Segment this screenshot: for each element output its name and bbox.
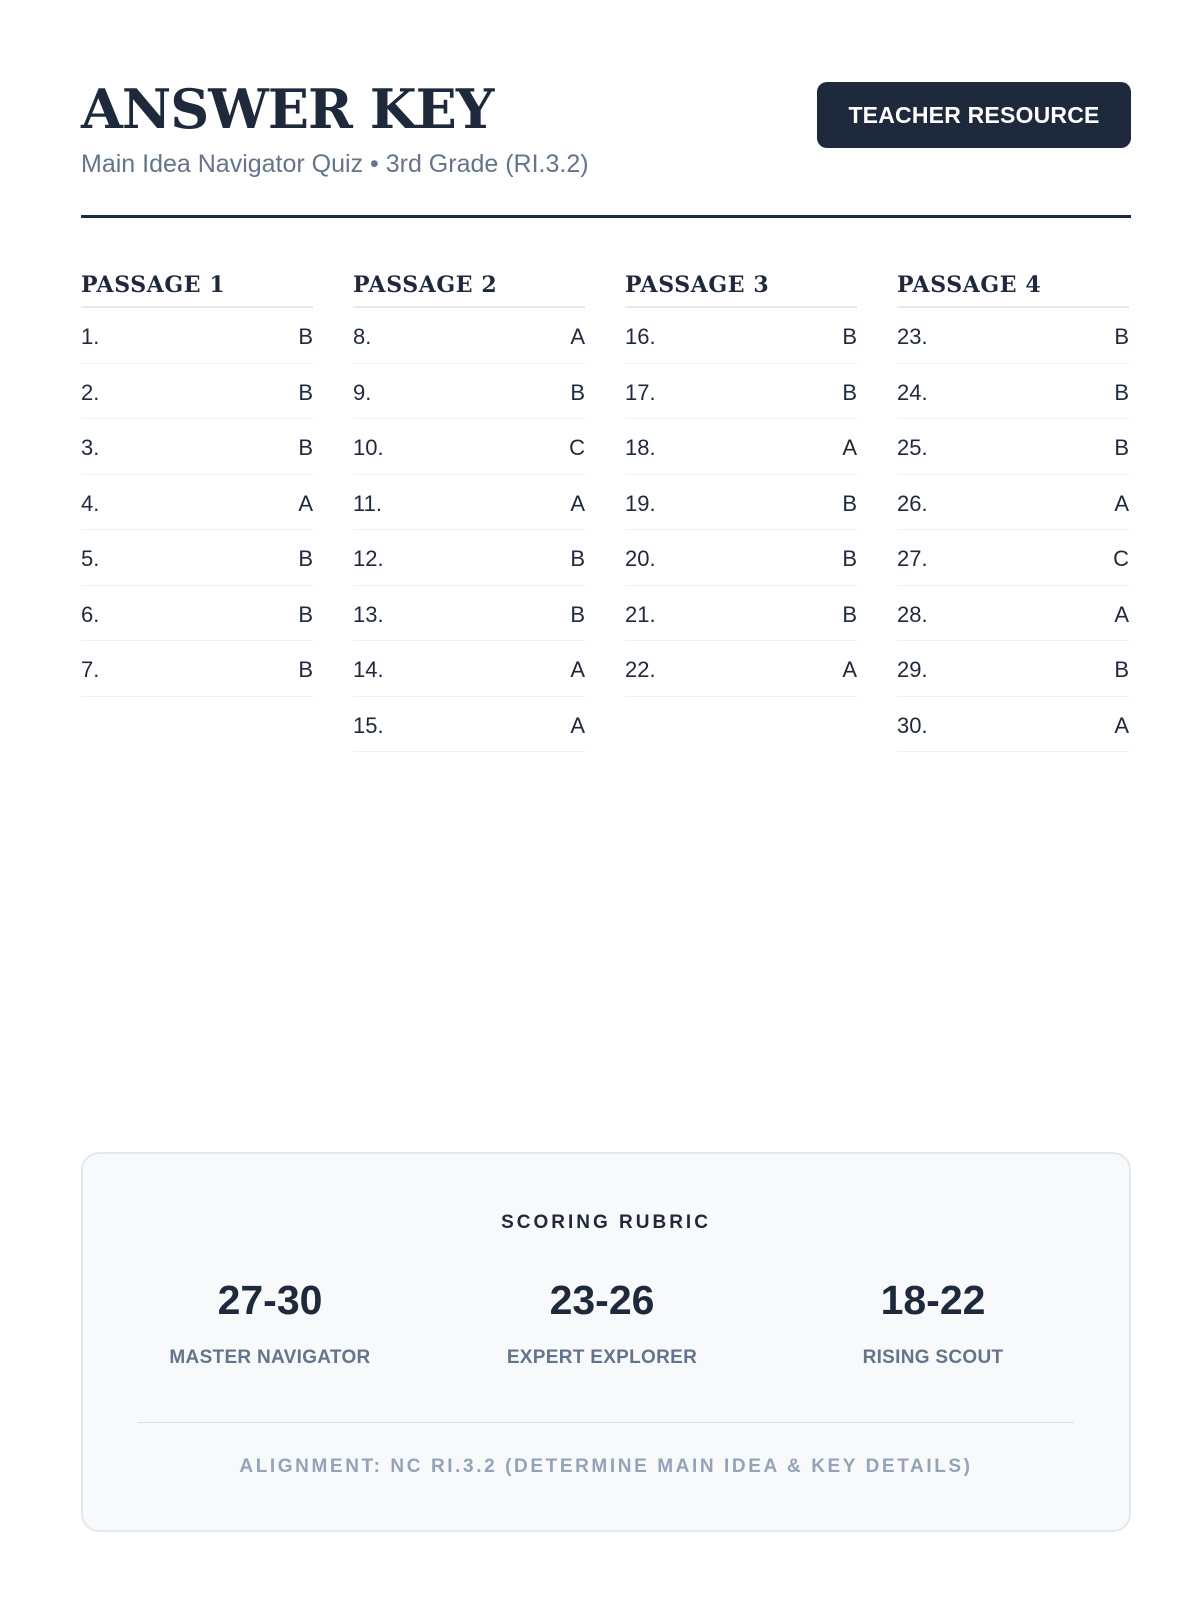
tier-label: EXPERT EXPLORER [506,1347,698,1368]
passage-title: PASSAGE 1 [81,270,313,308]
tier-range: 18-22 [880,1277,986,1323]
header [81,78,1131,218]
correct-answer: C [1113,546,1129,572]
answer-row [81,641,313,697]
answer-list [81,308,313,697]
passage-title: PASSAGE 3 [625,270,857,308]
question-number: 23. [897,324,928,350]
question-number: 24. [897,379,928,405]
header-divider [81,215,1131,218]
question-number: 26. [897,490,928,516]
answer-row [625,641,857,697]
correct-answer: A [570,324,585,350]
question-number: 12. [353,546,384,572]
answer-row [81,586,313,642]
question-number: 19. [625,490,656,516]
question-number: 9. [353,379,372,405]
correct-answer: B [1114,657,1129,683]
question-number: 25. [897,435,928,461]
question-number: 30. [897,712,928,738]
answer-row [625,364,857,420]
question-number: 16. [625,324,656,350]
question-number: 21. [625,601,656,627]
answer-row [625,586,857,642]
question-number: 3. [81,435,100,461]
answer-row [897,475,1129,531]
question-number: 5. [81,546,100,572]
page-subtitle: Main Idea Navigator Quiz • 3rd Grade (RI.3.2) [81,150,589,178]
correct-answer: B [842,490,857,516]
correct-answer: B [298,435,313,461]
answer-row [81,308,313,364]
scoring-rubric-panel [81,1152,1131,1532]
rubric-title: SCORING RUBRIC [501,1212,711,1233]
correct-answer: B [842,601,857,627]
answer-row [81,364,313,420]
answer-row [625,530,857,586]
rubric-divider [138,1422,1074,1423]
answer-row [353,419,585,475]
correct-answer: B [570,379,585,405]
teacher-resource-badge: TEACHER RESOURCE [817,82,1131,148]
question-number: 20. [625,546,656,572]
passage-title: PASSAGE 2 [353,270,585,308]
answer-list [625,308,857,697]
correct-answer: B [298,601,313,627]
question-number: 18. [625,435,656,461]
answer-row [897,364,1129,420]
page-title: ANSWER KEY [81,77,494,141]
answer-row [625,308,857,364]
question-number: 29. [897,657,928,683]
question-number: 13. [353,601,384,627]
passage-column-2 [353,270,585,752]
question-number: 22. [625,657,656,683]
correct-answer: B [298,379,313,405]
answer-key-page [81,0,1131,1600]
correct-answer: A [842,435,857,461]
correct-answer: B [298,546,313,572]
question-number: 6. [81,601,100,627]
answer-row [81,475,313,531]
answer-row [897,697,1129,753]
tier-range: 27-30 [217,1277,323,1323]
correct-answer: A [298,490,313,516]
correct-answer: B [298,657,313,683]
tier-label: MASTER NAVIGATOR [169,1347,371,1368]
correct-answer: B [1114,379,1129,405]
correct-answer: A [1114,712,1129,738]
correct-answer: B [298,324,313,350]
answer-row [625,475,857,531]
correct-answer: B [842,546,857,572]
rubric-tier [442,1277,762,1369]
answer-row [353,586,585,642]
answer-row [897,586,1129,642]
passage-column-4 [897,270,1129,752]
answer-row [81,419,313,475]
correct-answer: A [1114,490,1129,516]
answer-row [353,641,585,697]
answer-row [625,419,857,475]
question-number: 4. [81,490,100,516]
question-number: 11. [353,490,382,516]
passage-title: PASSAGE 4 [897,270,1129,308]
passage-column-1 [81,270,313,752]
correct-answer: A [1114,601,1129,627]
passage-column-3 [625,270,857,752]
answer-row [353,697,585,753]
answer-row [353,530,585,586]
answer-row [897,641,1129,697]
rubric-tier [110,1277,430,1369]
correct-answer: B [842,324,857,350]
answer-row [353,308,585,364]
question-number: 8. [353,324,372,350]
answer-list [353,308,585,752]
answer-row [81,530,313,586]
question-number: 15. [353,712,384,738]
question-number: 17. [625,379,656,405]
question-number: 14. [353,657,384,683]
correct-answer: A [570,490,585,516]
correct-answer: B [570,601,585,627]
question-number: 27. [897,546,928,572]
question-number: 1. [81,324,100,350]
correct-answer: C [569,435,585,461]
question-number: 7. [81,657,100,683]
answer-row [897,419,1129,475]
correct-answer: B [842,379,857,405]
tier-range: 23-26 [549,1277,655,1323]
correct-answer: B [570,546,585,572]
question-number: 2. [81,379,100,405]
correct-answer: A [570,657,585,683]
rubric-tier [773,1277,1093,1369]
answer-row [353,475,585,531]
passages-grid [81,270,1131,752]
correct-answer: A [570,712,585,738]
answer-row [353,364,585,420]
correct-answer: A [842,657,857,683]
answer-row [897,530,1129,586]
answer-row [897,308,1129,364]
correct-answer: B [1114,324,1129,350]
tier-label: RISING SCOUT [862,1347,1004,1368]
standard-alignment: ALIGNMENT: NC RI.3.2 (DETERMINE MAIN IDEA & KEY DETAILS) [239,1456,973,1477]
correct-answer: B [1114,435,1129,461]
answer-list [897,308,1129,752]
question-number: 10. [353,435,384,461]
question-number: 28. [897,601,928,627]
